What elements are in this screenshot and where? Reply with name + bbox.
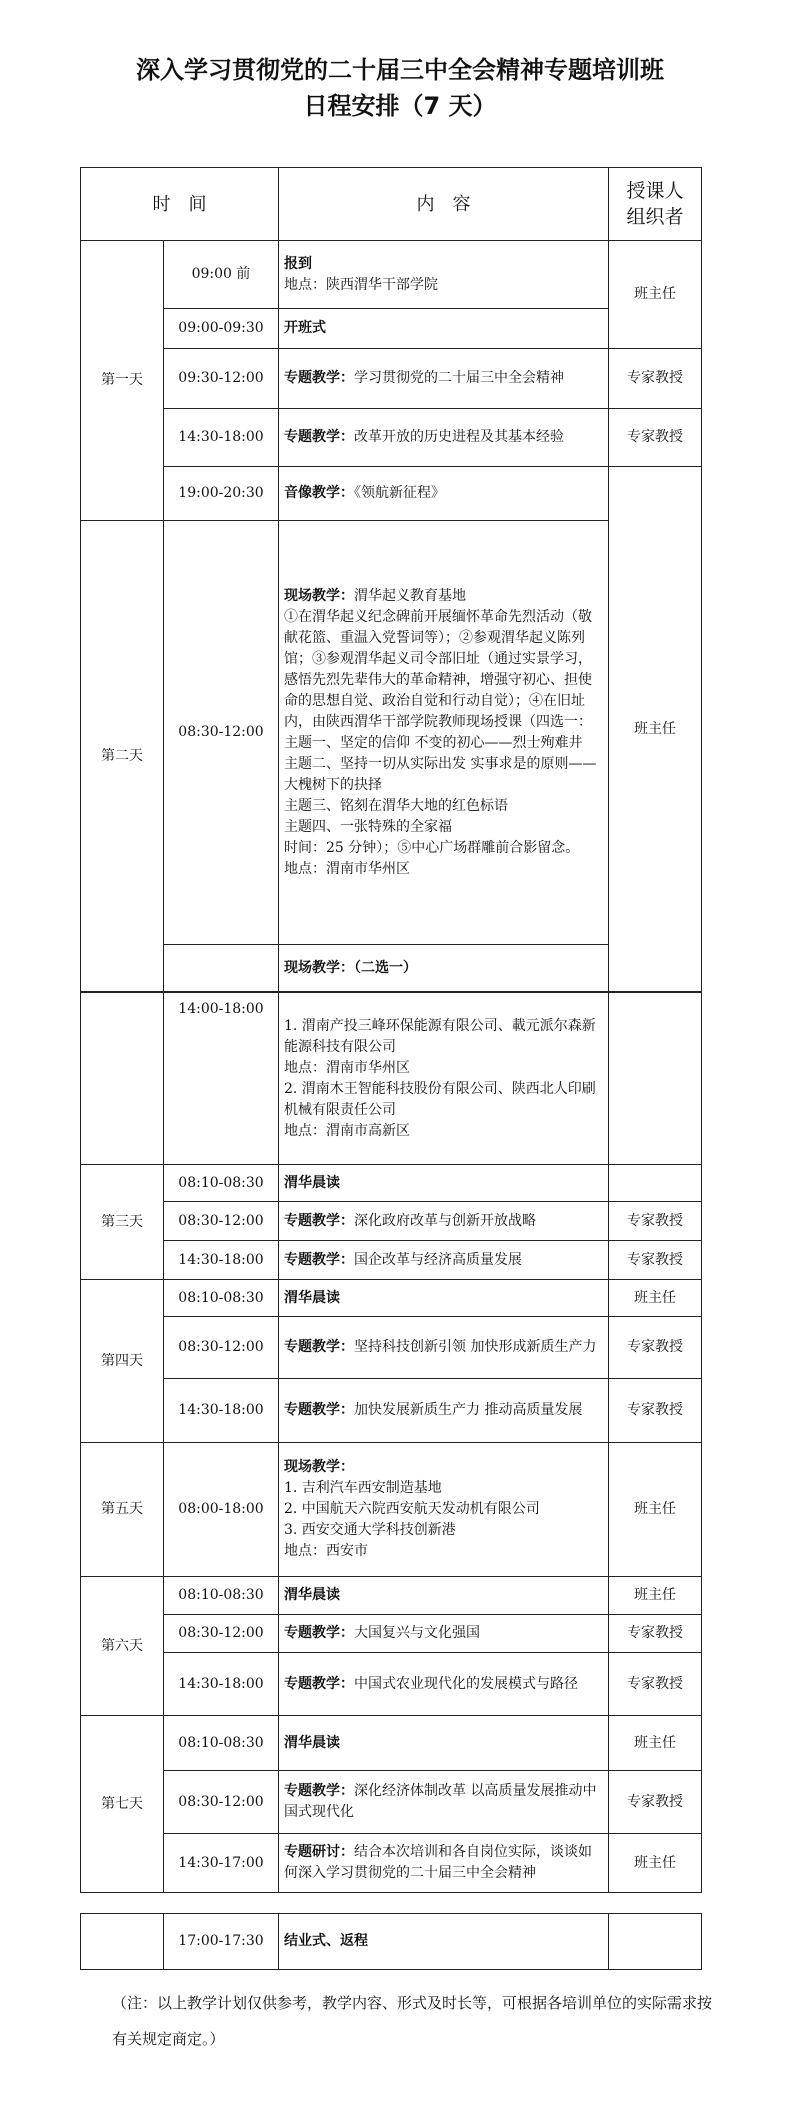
- content-cell: [279, 521, 609, 945]
- time-cell: 17:00-17:30: [164, 1914, 279, 1970]
- content-label: 专题教学：: [284, 1675, 354, 1692]
- time-cell: 14:30-18:00: [164, 1653, 279, 1716]
- content-cell: [279, 1241, 609, 1280]
- content-text: 地点：陕西渭华干部学院: [284, 276, 438, 293]
- content-label: 开班式: [284, 320, 326, 336]
- content-label: 渭华晨读: [284, 1734, 340, 1751]
- lecturer-cell: 专家教授: [609, 1317, 702, 1379]
- content-label: 现场教学：: [284, 587, 354, 604]
- lecturer-cell: 班主任: [609, 467, 702, 992]
- content-cell: [279, 309, 609, 349]
- lecturer-cell: 班主任: [609, 1280, 702, 1317]
- document-subtitle: 日程安排（7 天）: [303, 92, 497, 120]
- content-cell: [279, 1165, 609, 1202]
- content-text: 主题三、铭刻在渭华大地的红色标语: [284, 797, 508, 814]
- lecturer-cell: 专家教授: [609, 1202, 702, 1241]
- lecturer-cell: 班主任: [609, 241, 702, 349]
- header-time: 时 间: [81, 168, 279, 241]
- time-cell: 08:30-12:00: [164, 1615, 279, 1653]
- content-text: 《领航新征程》: [354, 485, 445, 501]
- day-label: 第三天: [81, 1165, 164, 1280]
- content-cell: [279, 1280, 609, 1317]
- content-text: 主题二、坚持一切从实际出发 实事求是的原则——大槐树下的抉择: [284, 755, 597, 793]
- content-text: 国企改革与经济高质量发展: [354, 1251, 522, 1268]
- content-label: 渭华晨读: [284, 1289, 340, 1306]
- content-cell: [279, 409, 609, 467]
- time-cell-empty: [164, 945, 279, 992]
- content-cell: [279, 467, 609, 521]
- lecturer-cell: 班主任: [609, 1716, 702, 1771]
- content-text: 时间：25 分钟）；⑤中心广场群雕前合影留念。: [284, 839, 580, 856]
- content-text: 渭华起义教育基地: [354, 587, 466, 604]
- time-cell: 08:30-12:00: [164, 1202, 279, 1241]
- content-text: 深化经济体制改革 以高质量发展推动中国式现代化: [284, 1783, 597, 1820]
- lecturer-cell-empty: [609, 993, 702, 1165]
- content-text: 学习贯彻党的二十届三中全会精神: [354, 370, 564, 386]
- content-cell: [279, 1914, 609, 1970]
- schedule-table-part1: [80, 167, 702, 992]
- content-label: 专题教学：: [284, 1339, 354, 1355]
- time-cell: 08:10-08:30: [164, 1280, 279, 1317]
- lecturer-cell-empty: [609, 1914, 702, 1970]
- content-label: 渭华晨读: [284, 1587, 340, 1603]
- content-cell: [279, 1653, 609, 1716]
- time-cell: 09:00 前: [164, 241, 279, 309]
- content-cell: [279, 241, 609, 309]
- content-text: 3. 西安交通大学科技创新港: [284, 1522, 456, 1538]
- time-cell: 14:30-18:00: [164, 1241, 279, 1280]
- content-label: 现场教学：: [284, 1459, 354, 1475]
- content-label: 专题教学：: [284, 1251, 354, 1268]
- lecturer-cell: 班主任: [609, 1834, 702, 1893]
- content-text: 2. 中国航天六院西安航天发动机有限公司: [284, 1501, 540, 1517]
- content-text: 主题四、一张特殊的全家福: [284, 818, 452, 835]
- content-text: 2. 渭南木王智能科技股份有限公司、陕西北人印刷机械有限责任公司: [284, 1080, 596, 1118]
- header-lecturer: 授课人 组织者: [609, 168, 702, 241]
- content-text: 中国式农业现代化的发展模式与路径: [354, 1675, 578, 1692]
- content-text: 地点：渭南市华州区: [284, 860, 410, 877]
- lecturer-cell-empty: [609, 1165, 702, 1202]
- time-cell: 08:30-12:00: [164, 1771, 279, 1834]
- time-cell: 14:30-17:00: [164, 1834, 279, 1893]
- lecturer-cell: 专家教授: [609, 1653, 702, 1716]
- content-label: 专题教学：: [284, 1783, 354, 1799]
- content-text: ①在渭华起义纪念碑前开展缅怀革命先烈活动（敬献花篮、重温入党誓词等）；②参观渭华起义陈列馆；③参观渭华起义司令部旧址（通过实景学习，感悟先烈先辈伟大的革命精神，增强守初心、担使命的思想自觉、政治自觉和行动自觉）；④在旧址内，由陕西渭华干部学院教师现场授课（四选一：主题一、坚定的信仰 不变的初心——烈士殉难井: [284, 608, 592, 751]
- content-cell: [279, 1834, 609, 1893]
- content-text: 1. 吉利汽车西安制造基地: [284, 1480, 442, 1496]
- content-label: 渭华晨读: [284, 1174, 340, 1191]
- time-cell: 19:00-20:30: [164, 467, 279, 521]
- time-cell: 09:00-09:30: [164, 309, 279, 349]
- content-text: （二选一）: [354, 959, 417, 976]
- day-label: 第七天: [81, 1716, 164, 1893]
- content-cell: [279, 1771, 609, 1834]
- content-text: 深化政府改革与创新开放战略: [354, 1212, 536, 1229]
- lecturer-cell: 专家教授: [609, 409, 702, 467]
- day-label-empty: [81, 993, 164, 1165]
- content-text: 加快发展新质生产力 推动高质量发展: [354, 1402, 583, 1418]
- content-label: 音像教学：: [284, 485, 354, 501]
- content-text: 地点：渭南市华州区: [284, 1059, 410, 1076]
- content-cell: [279, 1379, 609, 1443]
- lecturer-cell: 班主任: [609, 1577, 702, 1615]
- time-cell: 08:30-12:00: [164, 521, 279, 945]
- content-label: 专题研讨：: [284, 1844, 354, 1860]
- content-label: 专题教学：: [284, 1402, 354, 1418]
- content-cell: [279, 1443, 609, 1577]
- content-text: 大国复兴与文化强国: [354, 1625, 480, 1641]
- content-cell: [279, 1202, 609, 1241]
- content-label: 报到: [284, 255, 312, 272]
- header-content: 内 容: [279, 168, 609, 241]
- content-cell: [279, 945, 609, 992]
- time-cell: 08:10-08:30: [164, 1577, 279, 1615]
- day-label: 第一天: [81, 241, 164, 521]
- content-text: 改革开放的历史进程及其基本经验: [354, 429, 564, 445]
- time-cell: 14:30-18:00: [164, 409, 279, 467]
- day-label-empty: [81, 1914, 164, 1970]
- content-label: 结业式、返程: [284, 1933, 368, 1949]
- content-cell: [279, 1577, 609, 1615]
- content-cell: [279, 1615, 609, 1653]
- content-text: 1. 渭南产投三峰环保能源有限公司、載元派尔森新能源科技有限公司: [284, 1017, 596, 1055]
- content-text: 结合本次培训和各自岗位实际，谈谈如何深入学习贯彻党的二十届三中全会精神: [284, 1844, 592, 1881]
- footnote: （注：以上教学计划仅供参考，教学内容、形式及时长等，可根据各培训单位的实际需求按有关规定商定。）: [112, 1994, 713, 2048]
- day-label: 第五天: [81, 1443, 164, 1577]
- lecturer-cell: 专家教授: [609, 1241, 702, 1280]
- content-cell: [279, 1317, 609, 1379]
- lecturer-cell: 专家教授: [609, 1771, 702, 1834]
- time-cell: 08:00-18:00: [164, 1443, 279, 1577]
- day-label: 第六天: [81, 1577, 164, 1716]
- content-label: 专题教学：: [284, 1212, 354, 1229]
- content-cell: [279, 1716, 609, 1771]
- schedule-table-part2: [80, 992, 702, 1893]
- time-cell: 14:00-18:00: [164, 993, 279, 1165]
- day-label: 第四天: [81, 1280, 164, 1443]
- content-cell: [279, 349, 609, 409]
- content-label: 专题教学：: [284, 1625, 354, 1641]
- time-cell: 08:30-12:00: [164, 1317, 279, 1379]
- content-label: 专题教学：: [284, 370, 354, 386]
- lecturer-cell: 专家教授: [609, 1379, 702, 1443]
- time-cell: 09:30-12:00: [164, 349, 279, 409]
- content-text: 坚持科技创新引领 加快形成新质生产力: [354, 1339, 597, 1355]
- content-text: 地点：渭南市高新区: [284, 1122, 410, 1139]
- content-label: 专题教学：: [284, 429, 354, 445]
- lecturer-cell: 专家教授: [609, 349, 702, 409]
- lecturer-cell: 班主任: [609, 1443, 702, 1577]
- time-cell: 08:10-08:30: [164, 1716, 279, 1771]
- content-cell: [279, 993, 609, 1165]
- content-label: 现场教学：: [284, 959, 354, 976]
- lecturer-cell: 专家教授: [609, 1615, 702, 1653]
- time-cell: 14:30-18:00: [164, 1379, 279, 1443]
- content-text: 地点：西安市: [284, 1543, 368, 1559]
- schedule-table-part3: [80, 1913, 702, 1970]
- day-label: 第二天: [81, 521, 164, 992]
- document-title: 深入学习贯彻党的二十届三中全会精神专题培训班: [136, 56, 664, 84]
- time-cell: 08:10-08:30: [164, 1165, 279, 1202]
